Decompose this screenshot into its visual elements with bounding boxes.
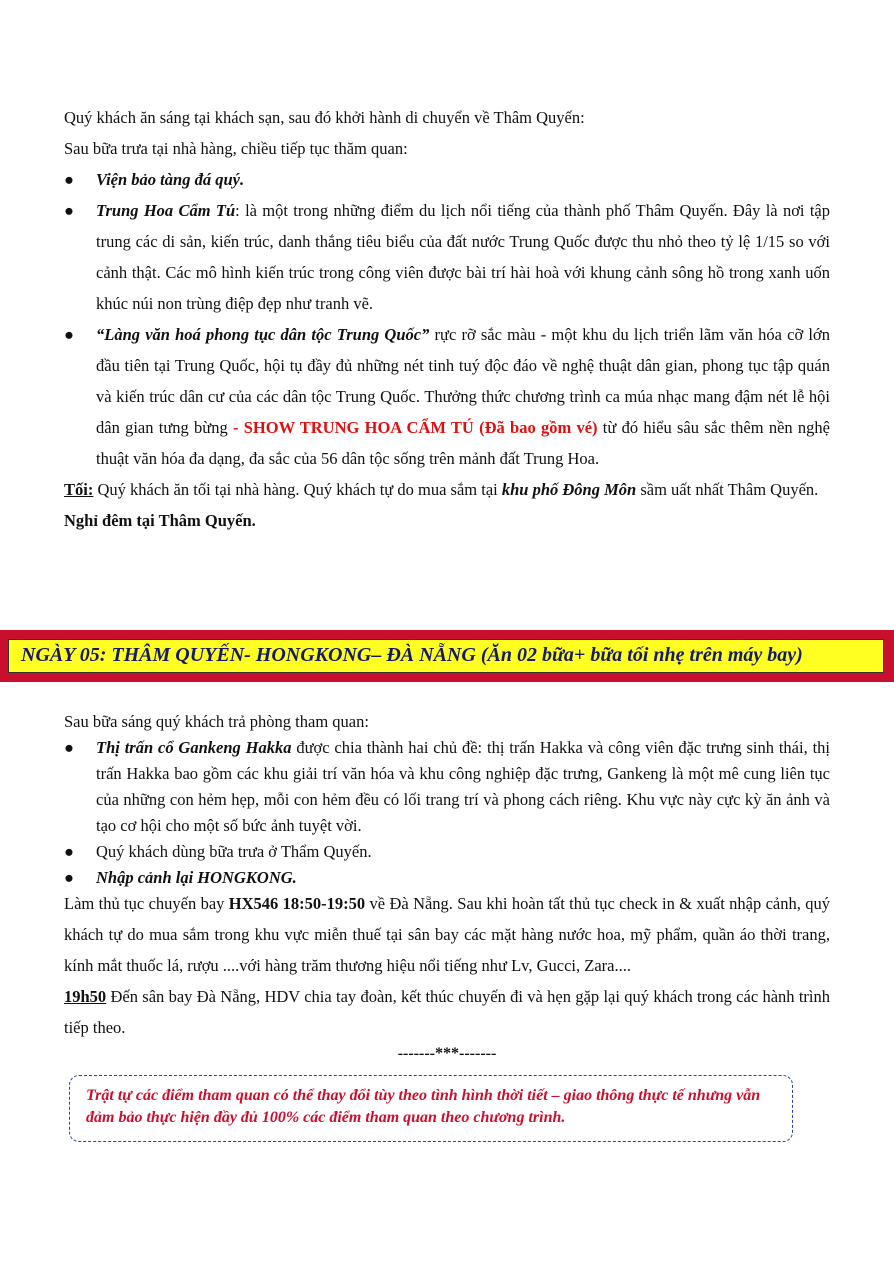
attraction-title: Nhập cảnh lại HONGKONG. (96, 868, 297, 887)
intro-paragraph: Sau bữa trưa tại nhà hàng, chiều tiếp tục thăm quan: (64, 139, 408, 158)
attraction-title: “Làng văn hoá phong tục dân tộc Trung Quốc” (96, 325, 430, 344)
attraction-title: Trung Hoa Cẩm Tú (96, 201, 236, 220)
arrival-text: Đến sân bay Đà Nẵng, HDV chia tay đoàn, kết thúc chuyến đi và hẹn gặp lại quý khách trong các hành trình tiếp theo. (64, 987, 830, 1037)
day-banner (0, 630, 894, 682)
day-title: NGÀY 05: THÂM QUYẾN- HONGKONG– ĐÀ NẴNG (Ăn 02 bữa+ bữa tối nhẹ trên máy bay) (21, 644, 803, 666)
list-item (64, 195, 830, 319)
flight-section (64, 888, 830, 1043)
attraction-description: Quý khách dùng bữa trưa ở Thẩm Quyến. (96, 842, 372, 861)
day5-section (64, 709, 830, 891)
note-text: Trật tự các điểm tham quan có thể thay đổi tùy theo tình hình thời tiết – giao thông thực tế nhưng vẫn đảm bảo thực hiện đầy đủ 100% các điểm tham quan theo chương trình. (86, 1087, 761, 1126)
list-item (64, 735, 830, 839)
attraction-description: từ đó hiểu sâu sắc thêm nền nghệ thuật văn hóa đa dạng, đa sắc của 56 dân tộc sống trên mảnh đất Trung Hoa. (96, 418, 831, 468)
attraction-description: : là một trong những điểm du lịch nổi tiếng của thành phố Thâm Quyến. Đây là nơi tập trung các di sản, kiến trúc, danh thắng tiêu biểu của đất nước Trung Quốc được thu nhỏ theo tỷ lệ 1/15 so với cảnh thật. Các mô hình kiến trúc trong công viên được bài trí hài hoà với khung cảnh sông hồ trong xanh uốn khúc núi non trùng điệp đẹp như tranh vẽ. (96, 201, 830, 313)
flight-text: Làm thủ tục chuyến bay (64, 894, 229, 913)
arrival-paragraph (64, 981, 830, 1043)
attraction-description: được chia thành hai chủ đề: thị trấn Hakka và công viên đặc trưng sinh thái, thị trấn Hakka bao gồm các khu giải trí văn hóa và khu công nghiệp đặc trưng, Gankeng là một mê cung liên tục của những con hẻm hẹp, mỗi con hẻm đều có lối trang trí và phong cách riêng. Khu vực này cực kỳ ăn ảnh và tạo cơ hội cho một số bức ảnh tuyệt vời. (96, 738, 830, 835)
bullet-icon: ● (64, 201, 74, 220)
evening-text: Quý khách ăn tối tại nhà hàng. Quý khách tự do mua sắm tại (93, 480, 502, 499)
bullet-icon: ● (64, 738, 74, 757)
intro-paragraph: Sau bữa sáng quý khách trả phòng tham quan: (64, 712, 369, 731)
note-box (69, 1075, 793, 1142)
bullet-icon: ● (64, 842, 74, 861)
list-item (64, 319, 830, 474)
attraction-title: Thị trấn cổ Gankeng Hakka (96, 738, 292, 757)
evening-place: khu phố Đông Môn (501, 480, 637, 499)
evening-text: sầm uất nhất Thâm Quyến. (636, 480, 819, 499)
day4-afternoon-section (64, 102, 830, 536)
show-highlight: - SHOW TRUNG HOA CẨM TÚ (Đã bao gồm vé) (233, 418, 598, 437)
flight-text: về Đà Nẵng. Sau khi hoàn tất thủ tục check in & xuất nhập cảnh, quý khách tự do mua sắm trong khu vực miễn thuế tại sân bay các mặt hàng nước hoa, mỹ phẩm, quần áo thời trang, kính mắt thuốc lá, rượu ....với hàng trăm thương hiệu nổi tiếng như Lv, Gucci, Zara.... (64, 894, 831, 975)
evening-paragraph (64, 474, 830, 505)
overnight-note: Nghỉ đêm tại Thâm Quyến. (64, 511, 256, 530)
bullet-icon: ● (64, 868, 74, 887)
list-item (64, 839, 830, 865)
bullet-icon: ● (64, 325, 74, 344)
intro-paragraph: Quý khách ăn sáng tại khách sạn, sau đó khởi hành di chuyển về Thâm Quyến: (64, 108, 585, 127)
flight-paragraph (64, 888, 830, 981)
list-item (64, 164, 830, 195)
flight-code: HX546 18:50-19:50 (228, 894, 366, 913)
bullet-icon: ● (64, 170, 74, 189)
arrival-time: 19h50 (64, 987, 107, 1006)
day-banner-inner (8, 639, 884, 673)
attraction-title: Viện bảo tàng đá quý. (96, 170, 245, 189)
separator: -------***------- (397, 1045, 497, 1062)
attraction-description: rực rỡ sắc màu - một khu du lịch triển lãm văn hóa cỡ lớn đầu tiên tại Trung Quốc, hội tụ đầy đủ những nét tinh tuý độc đáo về nghệ thuật dân gian, phong tục tập quán và kiến trúc dân cư của các dân tộc Trung Quốc. Thưởng thức chương trình ca múa nhạc mang đậm nét lễ hội dân gian tưng bừng (96, 325, 830, 437)
evening-label: Tối: (64, 480, 94, 499)
